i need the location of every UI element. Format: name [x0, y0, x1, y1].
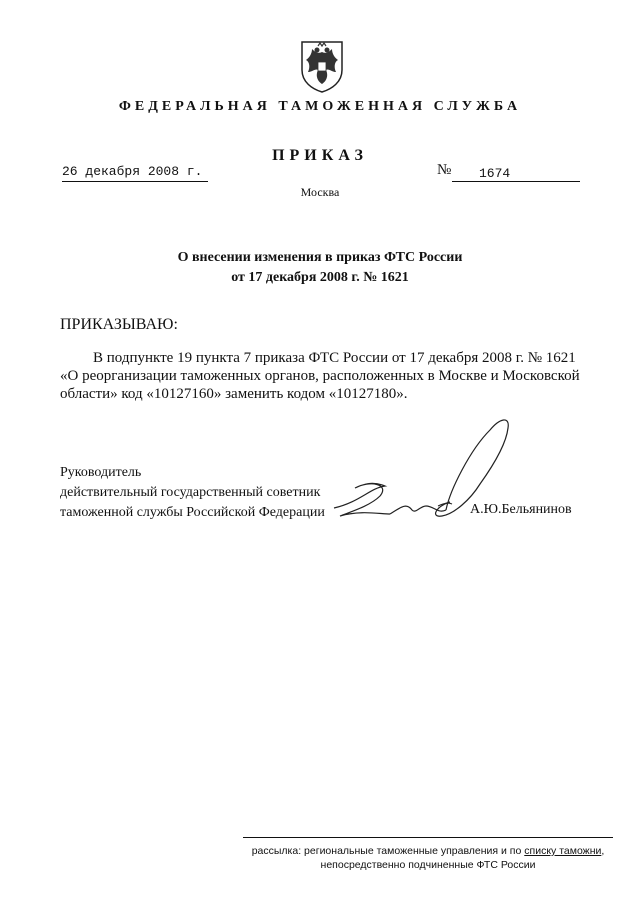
body-line-2: «О реорганизации таможенных органов, расположенных в Москве и Московской [60, 368, 580, 384]
customs-list-link[interactable]: списку таможни [524, 845, 602, 857]
number-underline [452, 181, 580, 182]
city: Москва [300, 185, 340, 199]
signer-title [60, 463, 325, 523]
agency-name: ФЕДЕРАЛЬНАЯ ТАМОЖЕННАЯ СЛУЖБА [118, 99, 522, 114]
signer-name: А.Ю.Бельянинов [470, 502, 572, 517]
signer-line-2: действительный государственный советник [60, 485, 321, 500]
body-line-3: области» код «10127160» заменить кодом «10127180». [60, 386, 408, 402]
distribution-line-2: непосредственно подчиненные ФТС России [320, 859, 536, 871]
body-line-1 [60, 349, 595, 367]
order-body [60, 349, 595, 403]
distribution-line-1 [243, 844, 613, 858]
distribution-comma: , [601, 845, 605, 857]
document-type: ПРИКАЗ [272, 147, 368, 164]
order-number: 1674 [479, 166, 511, 181]
signer-line-1: Руководитель [60, 465, 142, 480]
distribution-rule [243, 837, 613, 838]
russian-coat-of-arms-icon [298, 38, 346, 94]
order-date: 26 декабря 2008 г. [62, 164, 203, 179]
distribution-list [243, 844, 613, 872]
decree-heading: ПРИКАЗЫВАЮ: [60, 316, 178, 333]
subject-line-2: от 17 декабря 2008 г. № 1621 [231, 270, 409, 285]
number-sign: № [437, 162, 452, 178]
signer-line-3: таможенной службы Российской Федерации [60, 505, 325, 520]
distribution-text: рассылка: региональные таможенные управления и по [251, 845, 525, 857]
date-underline [62, 181, 208, 182]
order-subject [0, 248, 640, 288]
body-line-1-text: В подпункте 19 пункта 7 приказа ФТС России от 17 декабря 2008 г. № 1621 [93, 350, 576, 366]
subject-line-1: О внесении изменения в приказ ФТС России [177, 250, 463, 265]
